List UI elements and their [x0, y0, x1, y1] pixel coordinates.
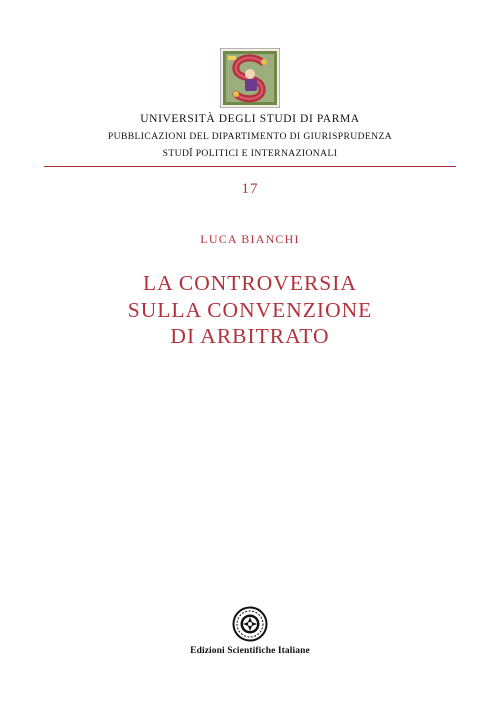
publisher-name: Edizioni Scientifiche Italiane: [190, 646, 310, 656]
divider-rule: [44, 166, 456, 167]
illuminated-letter-s-icon: [220, 48, 280, 108]
title-line: SULLA CONVENZIONE: [127, 297, 373, 322]
university-name: UNIVERSITÀ DEGLI STUDI DI PARMA: [140, 113, 360, 125]
publisher-seal-icon: [232, 606, 268, 642]
title-line: LA CONTROVERSIA: [143, 271, 357, 295]
subseries-name: STUDÎ POLITICI E INTERNAZIONALI: [162, 148, 338, 159]
book-title: [0, 270, 500, 350]
publication-series: PUBBLICAZIONI DEL DIPARTIMENTO DI GIURISPRUDENZA: [107, 131, 393, 142]
author-name: LUCA BIANCHI: [200, 232, 300, 246]
series-number: 17: [241, 181, 259, 197]
title-line: DI ARBITRATO: [170, 324, 330, 348]
